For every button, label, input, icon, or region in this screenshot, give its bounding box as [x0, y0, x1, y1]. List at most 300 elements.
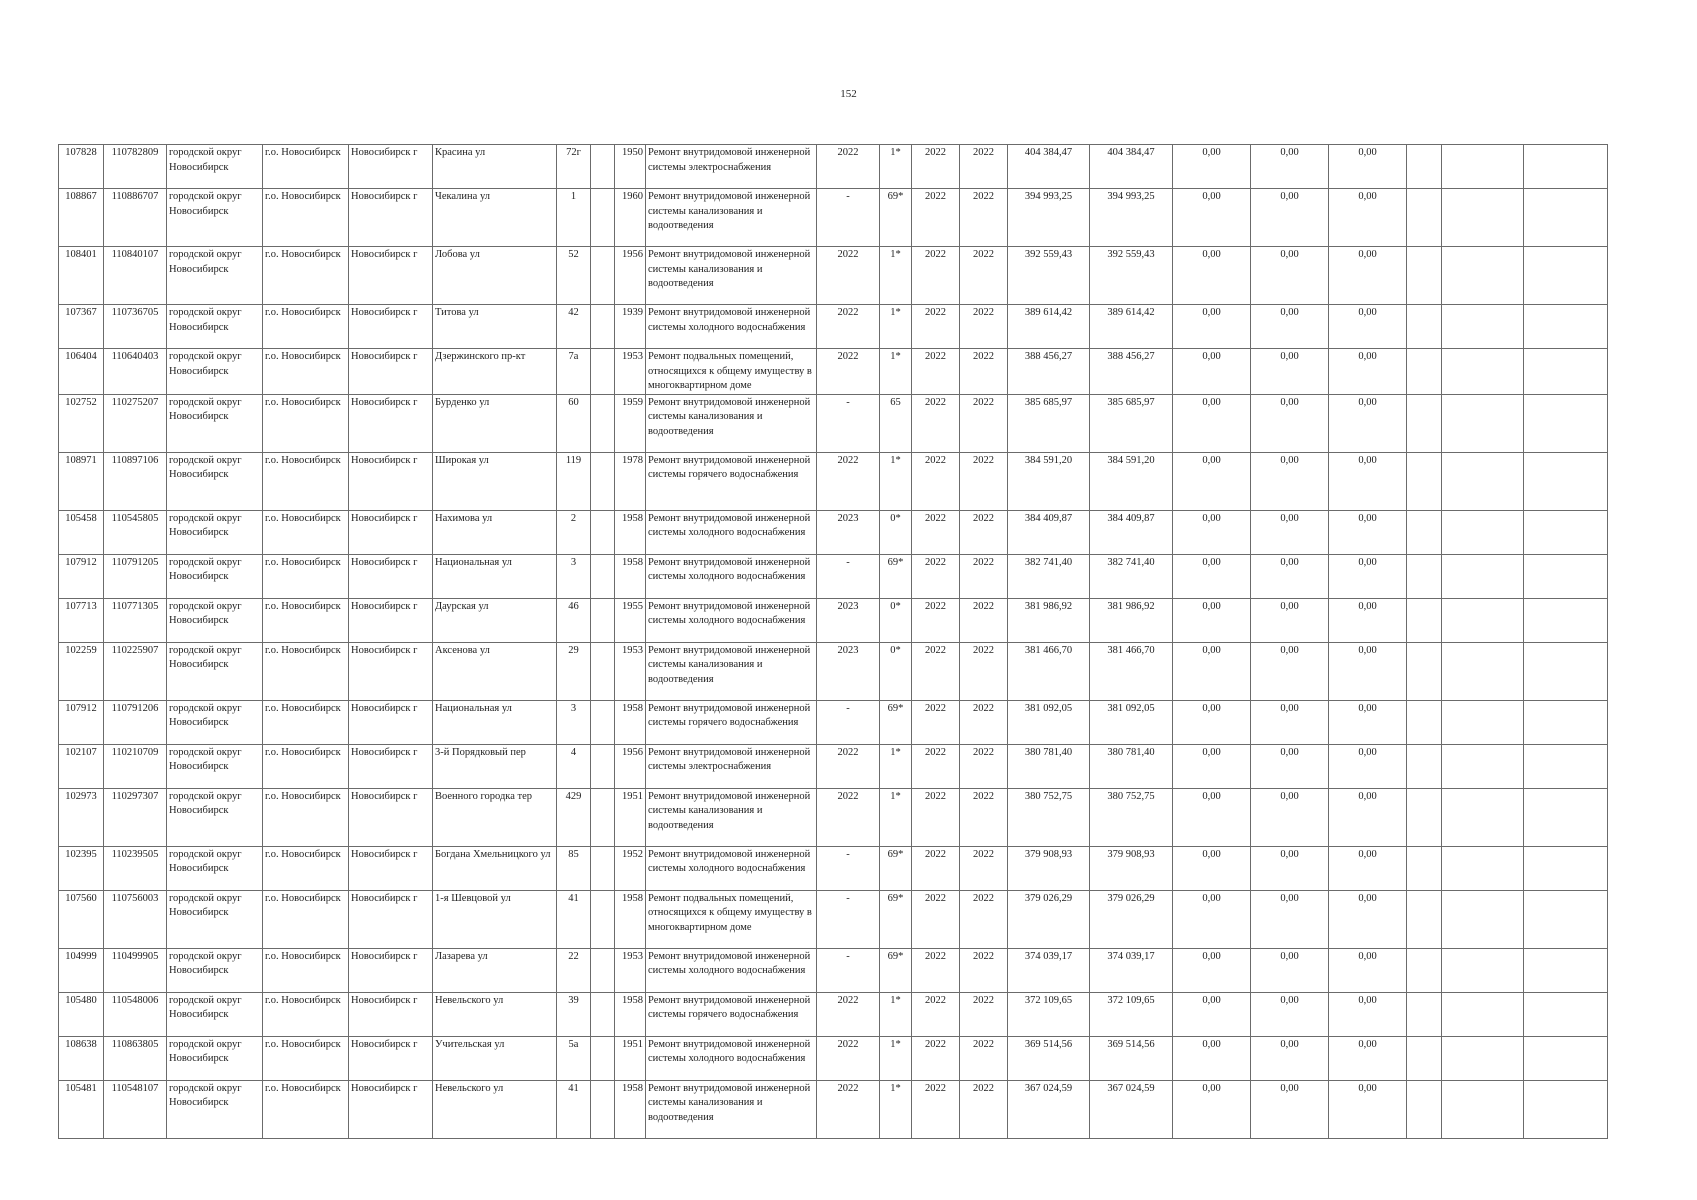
table-cell-col-17: 0,00 [1173, 305, 1251, 349]
table-cell-col-8 [591, 394, 615, 452]
table-cell-col-8 [591, 145, 615, 189]
table-cell-col-6: 3-й Порядковый пер [433, 744, 557, 788]
table-cell-col-22 [1524, 788, 1608, 846]
table-cell-col-6: Невельского ул [433, 992, 557, 1036]
table-cell-col-21 [1442, 744, 1524, 788]
table-cell-col-10: Ремонт подвальных помещений, относящихся к общему имуществу в многоквартирном доме [646, 349, 817, 395]
table-cell-col-12: 69* [880, 846, 912, 890]
table-cell-col-12: 69* [880, 189, 912, 247]
table-cell-col-20 [1407, 510, 1442, 554]
table-cell-col-20 [1407, 1036, 1442, 1080]
table-cell-col-1: 102752 [59, 394, 104, 452]
table-cell-col-12: 1* [880, 349, 912, 395]
table-cell-col-9: 1958 [615, 1080, 646, 1138]
table-cell-col-13: 2022 [912, 700, 960, 744]
table-cell-col-19: 0,00 [1329, 598, 1407, 642]
table-cell-col-18: 0,00 [1251, 554, 1329, 598]
table-cell-col-14: 2022 [960, 554, 1008, 598]
table-cell-col-14: 2022 [960, 1036, 1008, 1080]
table-row [59, 890, 1608, 948]
table-cell-col-3: городской округ Новосибирск [167, 349, 263, 395]
table-cell-col-8 [591, 510, 615, 554]
table-row [59, 948, 1608, 992]
table-cell-col-9: 1958 [615, 890, 646, 948]
table-cell-col-6: Военного городка тер [433, 788, 557, 846]
table-cell-col-4: г.о. Новосибирск [263, 744, 349, 788]
table-cell-col-6: Титова ул [433, 305, 557, 349]
table-cell-col-7: 22 [557, 948, 591, 992]
table-cell-col-1: 108971 [59, 452, 104, 510]
table-cell-col-10: Ремонт внутридомовой инженерной системы горячего водоснабжения [646, 992, 817, 1036]
table-cell-col-11: 2022 [817, 247, 880, 305]
table-cell-col-22 [1524, 846, 1608, 890]
table-cell-col-3: городской округ Новосибирск [167, 598, 263, 642]
table-cell-col-13: 2022 [912, 642, 960, 700]
table-cell-col-16: 379 908,93 [1090, 846, 1173, 890]
table-cell-col-19: 0,00 [1329, 189, 1407, 247]
table-cell-col-7: 2 [557, 510, 591, 554]
table-cell-col-19: 0,00 [1329, 1036, 1407, 1080]
table-cell-col-21 [1442, 1036, 1524, 1080]
table-cell-col-3: городской округ Новосибирск [167, 992, 263, 1036]
table-cell-col-4: г.о. Новосибирск [263, 788, 349, 846]
table-row [59, 788, 1608, 846]
table-cell-col-22 [1524, 598, 1608, 642]
table-cell-col-16: 384 591,20 [1090, 452, 1173, 510]
table-cell-col-4: г.о. Новосибирск [263, 394, 349, 452]
table-cell-col-21 [1442, 247, 1524, 305]
table-row [59, 642, 1608, 700]
table-cell-col-3: городской округ Новосибирск [167, 1036, 263, 1080]
table-cell-col-3: городской округ Новосибирск [167, 890, 263, 948]
table-cell-col-11: - [817, 890, 880, 948]
table-cell-col-13: 2022 [912, 554, 960, 598]
table-cell-col-6: Невельского ул [433, 1080, 557, 1138]
table-cell-col-6: Даурская ул [433, 598, 557, 642]
table-cell-col-6: Богдана Хмельницкого ул [433, 846, 557, 890]
table-cell-col-19: 0,00 [1329, 510, 1407, 554]
table-cell-col-11: - [817, 394, 880, 452]
table-cell-col-17: 0,00 [1173, 744, 1251, 788]
table-cell-col-16: 369 514,56 [1090, 1036, 1173, 1080]
table-cell-col-4: г.о. Новосибирск [263, 305, 349, 349]
capital-repair-table [58, 144, 1608, 1139]
table-cell-col-15: 380 752,75 [1008, 788, 1090, 846]
table-cell-col-18: 0,00 [1251, 1036, 1329, 1080]
table-cell-col-5: Новосибирск г [349, 788, 433, 846]
table-cell-col-1: 108867 [59, 189, 104, 247]
table-cell-col-19: 0,00 [1329, 394, 1407, 452]
table-cell-col-16: 385 685,97 [1090, 394, 1173, 452]
table-cell-col-10: Ремонт внутридомовой инженерной системы горячего водоснабжения [646, 452, 817, 510]
table-cell-col-6: Широкая ул [433, 452, 557, 510]
table-cell-col-21 [1442, 948, 1524, 992]
table-cell-col-15: 379 908,93 [1008, 846, 1090, 890]
table-cell-col-11: 2022 [817, 349, 880, 395]
table-cell-col-5: Новосибирск г [349, 145, 433, 189]
table-cell-col-10: Ремонт внутридомовой инженерной системы холодного водоснабжения [646, 598, 817, 642]
table-cell-col-3: городской округ Новосибирск [167, 948, 263, 992]
table-cell-col-12: 1* [880, 145, 912, 189]
table-cell-col-2: 110548006 [104, 992, 167, 1036]
table-cell-col-21 [1442, 305, 1524, 349]
table-cell-col-14: 2022 [960, 305, 1008, 349]
table-cell-col-17: 0,00 [1173, 554, 1251, 598]
table-cell-col-9: 1956 [615, 744, 646, 788]
table-cell-col-5: Новосибирск г [349, 554, 433, 598]
table-cell-col-8 [591, 788, 615, 846]
table-cell-col-12: 0* [880, 510, 912, 554]
table-row [59, 145, 1608, 189]
table-cell-col-22 [1524, 948, 1608, 992]
table-cell-col-19: 0,00 [1329, 642, 1407, 700]
table-cell-col-17: 0,00 [1173, 788, 1251, 846]
table-cell-col-11: - [817, 948, 880, 992]
table-row [59, 394, 1608, 452]
table-cell-col-16: 384 409,87 [1090, 510, 1173, 554]
table-cell-col-15: 382 741,40 [1008, 554, 1090, 598]
table-cell-col-21 [1442, 1080, 1524, 1138]
table-cell-col-11: 2023 [817, 598, 880, 642]
table-cell-col-5: Новосибирск г [349, 510, 433, 554]
table-cell-col-16: 382 741,40 [1090, 554, 1173, 598]
table-cell-col-20 [1407, 189, 1442, 247]
table-cell-col-4: г.о. Новосибирск [263, 189, 349, 247]
table-cell-col-10: Ремонт внутридомовой инженерной системы канализования и водоотведения [646, 642, 817, 700]
table-cell-col-18: 0,00 [1251, 700, 1329, 744]
table-cell-col-13: 2022 [912, 510, 960, 554]
table-cell-col-16: 372 109,65 [1090, 992, 1173, 1036]
table-cell-col-8 [591, 1036, 615, 1080]
table-cell-col-5: Новосибирск г [349, 700, 433, 744]
table-cell-col-4: г.о. Новосибирск [263, 948, 349, 992]
table-cell-col-1: 108401 [59, 247, 104, 305]
table-cell-col-13: 2022 [912, 890, 960, 948]
table-cell-col-21 [1442, 452, 1524, 510]
table-cell-col-17: 0,00 [1173, 642, 1251, 700]
table-cell-col-5: Новосибирск г [349, 247, 433, 305]
table-cell-col-20 [1407, 349, 1442, 395]
table-cell-col-19: 0,00 [1329, 744, 1407, 788]
table-cell-col-6: Чекалина ул [433, 189, 557, 247]
table-cell-col-6: Нахимова ул [433, 510, 557, 554]
table-cell-col-11: 2022 [817, 992, 880, 1036]
table-cell-col-7: 41 [557, 890, 591, 948]
table-cell-col-8 [591, 554, 615, 598]
table-cell-col-17: 0,00 [1173, 1080, 1251, 1138]
table-cell-col-12: 0* [880, 642, 912, 700]
table-cell-col-5: Новосибирск г [349, 1080, 433, 1138]
table-cell-col-5: Новосибирск г [349, 744, 433, 788]
table-cell-col-10: Ремонт внутридомовой инженерной системы электроснабжения [646, 145, 817, 189]
table-cell-col-12: 1* [880, 452, 912, 510]
table-cell-col-7: 429 [557, 788, 591, 846]
table-cell-col-19: 0,00 [1329, 305, 1407, 349]
table-cell-col-20 [1407, 890, 1442, 948]
table-cell-col-21 [1442, 554, 1524, 598]
table-cell-col-3: городской округ Новосибирск [167, 700, 263, 744]
table-cell-col-9: 1953 [615, 349, 646, 395]
table-cell-col-16: 381 986,92 [1090, 598, 1173, 642]
table-cell-col-2: 110545805 [104, 510, 167, 554]
table-cell-col-10: Ремонт внутридомовой инженерной системы канализования и водоотведения [646, 1080, 817, 1138]
table-cell-col-4: г.о. Новосибирск [263, 890, 349, 948]
table-cell-col-18: 0,00 [1251, 598, 1329, 642]
table-cell-col-14: 2022 [960, 642, 1008, 700]
table-body [59, 145, 1608, 1139]
table-cell-col-20 [1407, 145, 1442, 189]
table-cell-col-14: 2022 [960, 948, 1008, 992]
table-cell-col-11: - [817, 846, 880, 890]
table-cell-col-15: 404 384,47 [1008, 145, 1090, 189]
table-cell-col-19: 0,00 [1329, 992, 1407, 1036]
table-cell-col-2: 110782809 [104, 145, 167, 189]
table-cell-col-9: 1958 [615, 992, 646, 1036]
table-cell-col-19: 0,00 [1329, 846, 1407, 890]
table-cell-col-20 [1407, 394, 1442, 452]
table-cell-col-9: 1978 [615, 452, 646, 510]
table-cell-col-10: Ремонт подвальных помещений, относящихся к общему имуществу в многоквартирном доме [646, 890, 817, 948]
table-cell-col-6: Красина ул [433, 145, 557, 189]
table-cell-col-18: 0,00 [1251, 890, 1329, 948]
table-cell-col-11: 2022 [817, 1080, 880, 1138]
table-cell-col-20 [1407, 247, 1442, 305]
table-cell-col-5: Новосибирск г [349, 642, 433, 700]
table-cell-col-15: 379 026,29 [1008, 890, 1090, 948]
table-cell-col-1: 104999 [59, 948, 104, 992]
table-cell-col-13: 2022 [912, 452, 960, 510]
table-cell-col-17: 0,00 [1173, 598, 1251, 642]
table-cell-col-3: городской округ Новосибирск [167, 305, 263, 349]
table-cell-col-16: 388 456,27 [1090, 349, 1173, 395]
table-cell-col-14: 2022 [960, 890, 1008, 948]
table-cell-col-22 [1524, 744, 1608, 788]
table-cell-col-17: 0,00 [1173, 1036, 1251, 1080]
table-cell-col-4: г.о. Новосибирск [263, 1080, 349, 1138]
table-cell-col-15: 389 614,42 [1008, 305, 1090, 349]
table-cell-col-16: 367 024,59 [1090, 1080, 1173, 1138]
table-cell-col-20 [1407, 452, 1442, 510]
table-cell-col-2: 110225907 [104, 642, 167, 700]
table-cell-col-6: Учительская ул [433, 1036, 557, 1080]
table-cell-col-12: 69* [880, 554, 912, 598]
table-cell-col-6: Дзержинского пр-кт [433, 349, 557, 395]
table-cell-col-22 [1524, 554, 1608, 598]
table-cell-col-20 [1407, 948, 1442, 992]
table-cell-col-2: 110239505 [104, 846, 167, 890]
table-cell-col-13: 2022 [912, 948, 960, 992]
table-cell-col-16: 380 781,40 [1090, 744, 1173, 788]
table-cell-col-2: 110791205 [104, 554, 167, 598]
table-cell-col-5: Новосибирск г [349, 189, 433, 247]
table-cell-col-7: 29 [557, 642, 591, 700]
table-cell-col-4: г.о. Новосибирск [263, 247, 349, 305]
table-cell-col-19: 0,00 [1329, 1080, 1407, 1138]
table-cell-col-11: - [817, 700, 880, 744]
table-cell-col-1: 106404 [59, 349, 104, 395]
table-cell-col-3: городской округ Новосибирск [167, 642, 263, 700]
table-cell-col-17: 0,00 [1173, 452, 1251, 510]
table-row [59, 554, 1608, 598]
table-cell-col-2: 110275207 [104, 394, 167, 452]
table-cell-col-10: Ремонт внутридомовой инженерной системы канализования и водоотведения [646, 788, 817, 846]
table-cell-col-5: Новосибирск г [349, 1036, 433, 1080]
table-cell-col-22 [1524, 890, 1608, 948]
table-cell-col-15: 394 993,25 [1008, 189, 1090, 247]
table-cell-col-18: 0,00 [1251, 247, 1329, 305]
table-cell-col-1: 102107 [59, 744, 104, 788]
table-cell-col-14: 2022 [960, 349, 1008, 395]
table-cell-col-20 [1407, 642, 1442, 700]
table-row [59, 305, 1608, 349]
table-cell-col-7: 1 [557, 189, 591, 247]
table-cell-col-1: 105480 [59, 992, 104, 1036]
table-cell-col-20 [1407, 554, 1442, 598]
table-cell-col-13: 2022 [912, 1036, 960, 1080]
table-row [59, 349, 1608, 395]
table-cell-col-8 [591, 992, 615, 1036]
table-cell-col-7: 4 [557, 744, 591, 788]
table-cell-col-9: 1953 [615, 642, 646, 700]
table-cell-col-22 [1524, 145, 1608, 189]
table-cell-col-15: 384 409,87 [1008, 510, 1090, 554]
table-cell-col-21 [1442, 349, 1524, 395]
table-row [59, 510, 1608, 554]
table-cell-col-1: 107367 [59, 305, 104, 349]
table-cell-col-18: 0,00 [1251, 744, 1329, 788]
table-cell-col-11: 2022 [817, 744, 880, 788]
table-cell-col-21 [1442, 700, 1524, 744]
table-cell-col-18: 0,00 [1251, 349, 1329, 395]
table-cell-col-16: 404 384,47 [1090, 145, 1173, 189]
table-cell-col-13: 2022 [912, 247, 960, 305]
table-cell-col-19: 0,00 [1329, 700, 1407, 744]
table-row [59, 1080, 1608, 1138]
table-cell-col-3: городской округ Новосибирск [167, 189, 263, 247]
table-cell-col-19: 0,00 [1329, 349, 1407, 395]
table-cell-col-13: 2022 [912, 992, 960, 1036]
table-cell-col-22 [1524, 700, 1608, 744]
table-cell-col-9: 1950 [615, 145, 646, 189]
table-cell-col-3: городской округ Новосибирск [167, 744, 263, 788]
table-cell-col-2: 110297307 [104, 788, 167, 846]
table-cell-col-22 [1524, 452, 1608, 510]
table-cell-col-2: 110548107 [104, 1080, 167, 1138]
table-cell-col-14: 2022 [960, 1080, 1008, 1138]
table-cell-col-13: 2022 [912, 1080, 960, 1138]
table-cell-col-7: 72г [557, 145, 591, 189]
table-cell-col-13: 2022 [912, 744, 960, 788]
table-cell-col-11: 2022 [817, 452, 880, 510]
table-cell-col-2: 110791206 [104, 700, 167, 744]
table-cell-col-21 [1442, 394, 1524, 452]
table-cell-col-8 [591, 598, 615, 642]
table-cell-col-19: 0,00 [1329, 247, 1407, 305]
table-cell-col-4: г.о. Новосибирск [263, 700, 349, 744]
table-cell-col-5: Новосибирск г [349, 992, 433, 1036]
table-cell-col-9: 1956 [615, 247, 646, 305]
table-cell-col-17: 0,00 [1173, 510, 1251, 554]
table-cell-col-2: 110640403 [104, 349, 167, 395]
table-cell-col-18: 0,00 [1251, 510, 1329, 554]
table-cell-col-15: 374 039,17 [1008, 948, 1090, 992]
table-cell-col-6: Аксенова ул [433, 642, 557, 700]
table-cell-col-11: - [817, 189, 880, 247]
table-cell-col-2: 110736705 [104, 305, 167, 349]
table-cell-col-20 [1407, 700, 1442, 744]
table-cell-col-16: 379 026,29 [1090, 890, 1173, 948]
table-cell-col-19: 0,00 [1329, 788, 1407, 846]
table-cell-col-15: 388 456,27 [1008, 349, 1090, 395]
table-cell-col-1: 107713 [59, 598, 104, 642]
table-cell-col-14: 2022 [960, 145, 1008, 189]
table-cell-col-13: 2022 [912, 349, 960, 395]
table-cell-col-14: 2022 [960, 598, 1008, 642]
table-cell-col-7: 46 [557, 598, 591, 642]
table-cell-col-17: 0,00 [1173, 247, 1251, 305]
table-cell-col-19: 0,00 [1329, 890, 1407, 948]
table-row [59, 247, 1608, 305]
table-cell-col-8 [591, 247, 615, 305]
table-cell-col-2: 110210709 [104, 744, 167, 788]
table-cell-col-3: городской округ Новосибирск [167, 247, 263, 305]
table-cell-col-1: 107828 [59, 145, 104, 189]
table-cell-col-20 [1407, 788, 1442, 846]
table-cell-col-7: 5а [557, 1036, 591, 1080]
table-cell-col-18: 0,00 [1251, 788, 1329, 846]
table-cell-col-7: 119 [557, 452, 591, 510]
table-cell-col-20 [1407, 598, 1442, 642]
table-cell-col-7: 7а [557, 349, 591, 395]
table-cell-col-9: 1958 [615, 510, 646, 554]
table-cell-col-16: 374 039,17 [1090, 948, 1173, 992]
table-cell-col-22 [1524, 189, 1608, 247]
table-cell-col-10: Ремонт внутридомовой инженерной системы холодного водоснабжения [646, 305, 817, 349]
table-cell-col-1: 107912 [59, 554, 104, 598]
table-cell-col-7: 41 [557, 1080, 591, 1138]
table-cell-col-8 [591, 189, 615, 247]
table-cell-col-7: 39 [557, 992, 591, 1036]
table-cell-col-17: 0,00 [1173, 145, 1251, 189]
table-cell-col-12: 1* [880, 247, 912, 305]
table-cell-col-14: 2022 [960, 452, 1008, 510]
table-cell-col-4: г.о. Новосибирск [263, 452, 349, 510]
table-cell-col-18: 0,00 [1251, 1080, 1329, 1138]
table-cell-col-6: Лобова ул [433, 247, 557, 305]
table-cell-col-5: Новосибирск г [349, 452, 433, 510]
table-cell-col-21 [1442, 846, 1524, 890]
table-cell-col-21 [1442, 788, 1524, 846]
table-cell-col-16: 389 614,42 [1090, 305, 1173, 349]
table-cell-col-9: 1952 [615, 846, 646, 890]
table-cell-col-11: 2022 [817, 305, 880, 349]
table-cell-col-21 [1442, 145, 1524, 189]
table-cell-col-1: 105458 [59, 510, 104, 554]
table-cell-col-1: 108638 [59, 1036, 104, 1080]
table-row [59, 700, 1608, 744]
table-cell-col-10: Ремонт внутридомовой инженерной системы канализования и водоотведения [646, 247, 817, 305]
table-row [59, 846, 1608, 890]
table-cell-col-15: 381 466,70 [1008, 642, 1090, 700]
table-cell-col-13: 2022 [912, 189, 960, 247]
table-cell-col-12: 1* [880, 1036, 912, 1080]
table-cell-col-18: 0,00 [1251, 145, 1329, 189]
table-cell-col-22 [1524, 992, 1608, 1036]
table-cell-col-1: 105481 [59, 1080, 104, 1138]
table-cell-col-18: 0,00 [1251, 394, 1329, 452]
table-cell-col-4: г.о. Новосибирск [263, 642, 349, 700]
table-cell-col-22 [1524, 305, 1608, 349]
